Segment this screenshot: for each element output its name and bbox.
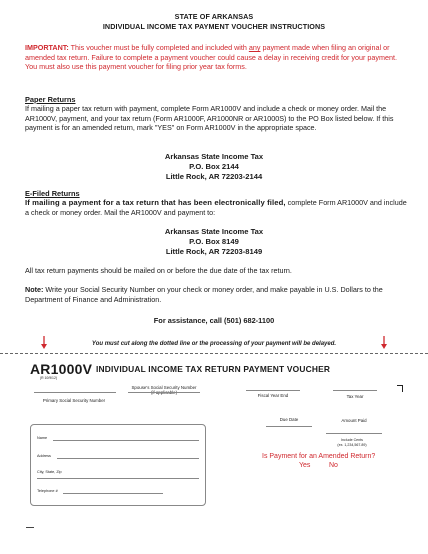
amended-no-option[interactable]: No [329, 462, 338, 469]
name-label: Name [37, 436, 48, 440]
telephone-label: Telephone # [37, 489, 58, 493]
important-text-part1: This voucher must be fully completed and included with [68, 43, 249, 52]
state-heading: STATE OF ARKANSAS [174, 12, 254, 21]
efile-lead: If mailing a payment for a tax return that has been electronically filed, [25, 198, 286, 207]
amount-paid-field[interactable] [326, 433, 382, 434]
paper-address-line2: P.O. Box 2144 [189, 162, 239, 171]
form-code: AR1000V [30, 361, 93, 377]
fiscal-year-end-label: Fiscal Year End [257, 393, 289, 398]
address-field[interactable] [57, 458, 199, 459]
efile-returns-text [25, 198, 410, 217]
arrow-down-icon [380, 336, 388, 350]
instructions-heading: INDIVIDUAL INCOME TAX PAYMENT VOUCHER INSTRUCTIONS [102, 22, 326, 31]
amount-paid-label: Amount Paid [341, 418, 367, 423]
due-date-field[interactable] [266, 426, 312, 427]
important-lead: IMPORTANT: [25, 43, 69, 52]
paper-address [0, 152, 428, 182]
spouse-ssn-label-line1: Spouse's Social Security Number [131, 385, 197, 390]
note-text: Write your Social Security Number on your check or money order, and make payable in U.S. Dollars to the Department of Finance and Administration. [25, 285, 383, 304]
spouse-ssn-field[interactable] [128, 392, 200, 393]
include-cents-line2: (ex. 1,234,567.89) [337, 442, 367, 447]
city-state-zip-label: City, State, Zip [37, 470, 62, 474]
address-label: Address [37, 454, 51, 458]
paper-returns-text: If mailing a paper tax return with payment, complete Form AR1000V and include a check or money order. Mail the AR1000V, payment, and your tax return (Form AR1000F, AR1000NR or AR1000S) to the PO Box listed below. If this payment is for an amended return, mark "YES" on Form AR1000V in the appropriate space. [25, 104, 394, 133]
important-text-part2: payment made when filing an original or amended tax return. Failure to complete a payment voucher could cause a delay in receiving credit for your payment. You must also use this payment voucher for filing prior year tax forms. [25, 43, 397, 72]
ssn-note [25, 285, 410, 304]
corner-mark [397, 385, 403, 392]
amended-return-question: Is Payment for an Amended Return? [262, 453, 376, 460]
city-state-zip-field[interactable] [37, 478, 199, 479]
spouse-ssn-label [124, 385, 204, 396]
cut-notice: You must cut along the dotted line or the processing of your payment will be delayed. [91, 341, 337, 347]
primary-ssn-field[interactable] [34, 392, 116, 393]
amended-yes-option[interactable]: Yes [299, 462, 311, 469]
efile-body: complete Form AR1000V and include a check or money order. Mail the AR1000V and payment to: [25, 198, 407, 217]
paper-address-line3: Little Rock, AR 72203-2144 [165, 172, 263, 181]
note-lead: Note: [25, 285, 44, 294]
tax-year-label: Tax Year [346, 394, 364, 399]
efile-address-line2: P.O. Box 8149 [189, 237, 239, 246]
taxpayer-address-box [30, 424, 206, 506]
cut-line [0, 353, 428, 354]
paper-address-line1: Arkansas State Income Tax [164, 152, 264, 161]
page-edge-mark [26, 527, 34, 528]
fiscal-year-end-field[interactable] [246, 390, 300, 391]
efile-address [0, 227, 428, 257]
assistance-phone: For assistance, call (501) 682-1100 [153, 316, 275, 325]
important-any: any [248, 43, 261, 52]
efile-address-line3: Little Rock, AR 72203-8149 [165, 247, 263, 256]
due-date-label: Due Date [279, 417, 299, 422]
include-cents-hint [322, 438, 382, 447]
important-notice [25, 43, 410, 72]
include-cents-line1: Include Cents [341, 438, 363, 442]
efile-returns-title: E-Filed Returns [25, 189, 80, 198]
efile-address-line1: Arkansas State Income Tax [164, 227, 264, 236]
spouse-ssn-label-line2: (if applicable) [150, 390, 178, 396]
due-date-note: All tax return payments should be mailed on or before the due date of the tax return. [25, 266, 292, 275]
name-field[interactable] [53, 440, 199, 441]
telephone-field[interactable] [63, 493, 163, 494]
tax-year-field[interactable] [333, 390, 377, 391]
form-revision: (R 10/9/12) [40, 376, 57, 380]
voucher-title: INDIVIDUAL INCOME TAX RETURN PAYMENT VOUCHER [96, 364, 331, 374]
paper-returns-title: Paper Returns [25, 95, 76, 104]
primary-ssn-label: Primary Social Security Number [42, 398, 106, 403]
